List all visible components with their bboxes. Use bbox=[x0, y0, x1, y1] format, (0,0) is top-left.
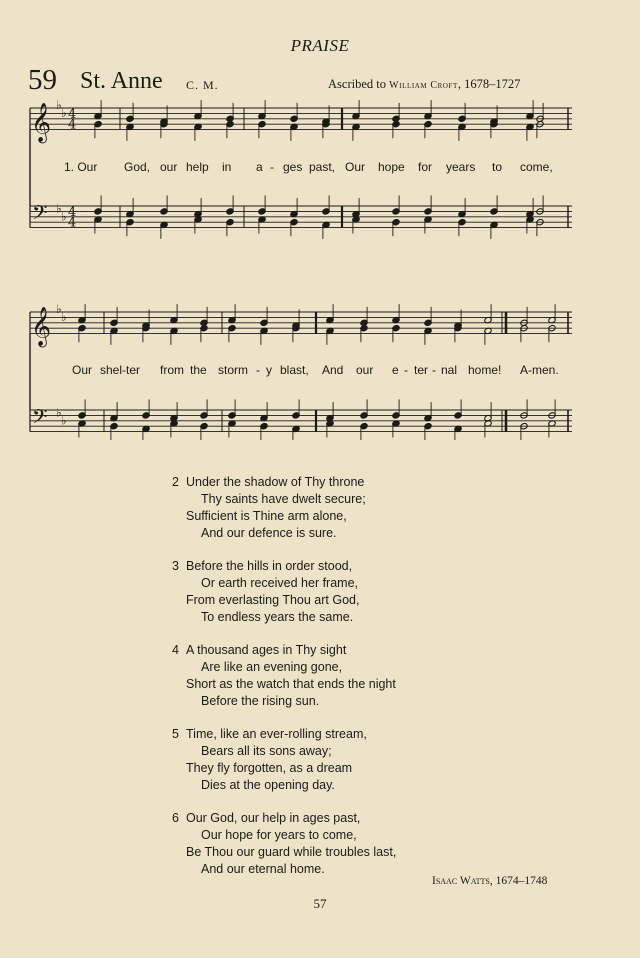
verse-line bbox=[172, 491, 472, 508]
verse-text: Our hope for years to come, bbox=[201, 828, 357, 842]
lyric-word: ter bbox=[414, 363, 429, 377]
lyric-word: hope bbox=[378, 160, 405, 174]
verse-text: And our defence is sure. bbox=[201, 526, 337, 540]
lyric-word: blast, bbox=[280, 363, 309, 377]
verse-number: 6 bbox=[172, 811, 179, 825]
verse-line bbox=[172, 525, 472, 542]
lyric-word: - bbox=[256, 363, 260, 377]
verse-text: To endless years the same. bbox=[201, 610, 354, 624]
lyric-word: help bbox=[186, 160, 209, 174]
lyric-word: 1. Our bbox=[64, 160, 98, 174]
hymn-number: 59 bbox=[28, 64, 57, 96]
lyrics-system-1 bbox=[0, 160, 640, 176]
verse-line bbox=[172, 558, 472, 575]
verse-text: Sufficient is Thine arm alone, bbox=[186, 509, 347, 523]
tune-name: St. Anne bbox=[80, 68, 163, 94]
verse-number: 5 bbox=[172, 727, 179, 741]
bass-clef: 𝄢 bbox=[32, 201, 48, 230]
lyric-word: - bbox=[404, 363, 408, 377]
lyric-word: in bbox=[222, 160, 232, 174]
verse-text: Short as the watch that ends the night bbox=[186, 677, 396, 691]
flat-sign: ♭ bbox=[56, 405, 62, 420]
verse-text: A thousand ages in Thy sight bbox=[186, 643, 347, 657]
lyric-word: - bbox=[432, 363, 436, 377]
verse-line bbox=[172, 760, 472, 777]
meter: C. M. bbox=[186, 78, 219, 92]
author-dates: , 1674–1748 bbox=[489, 875, 548, 887]
verse-line bbox=[172, 810, 472, 827]
time-signature: 4 bbox=[68, 106, 77, 122]
flat-sign: ♭ bbox=[56, 302, 62, 317]
lyric-word: our bbox=[160, 160, 178, 174]
section-title: PRAISE bbox=[290, 36, 350, 55]
verse-text: Dies at the opening day. bbox=[201, 778, 335, 792]
lyric-word: the bbox=[190, 363, 207, 377]
verse-4 bbox=[172, 642, 472, 710]
verse-line bbox=[172, 777, 472, 794]
verse-line bbox=[172, 827, 472, 844]
flat-sign: ♭ bbox=[61, 413, 67, 428]
author-credit bbox=[432, 875, 547, 887]
verse-line bbox=[172, 659, 472, 676]
lyrics-system-2 bbox=[0, 363, 640, 379]
lyric-word: nal bbox=[441, 363, 458, 377]
composer-dates: , 1678–1727 bbox=[457, 77, 521, 91]
verse-number: 4 bbox=[172, 643, 179, 657]
flat-sign: ♭ bbox=[61, 310, 67, 325]
verses bbox=[172, 474, 472, 894]
verse-line bbox=[172, 844, 472, 861]
verse-line bbox=[172, 676, 472, 693]
composer-name: William Croft bbox=[389, 80, 458, 91]
composer-prefix: Ascribed to bbox=[328, 77, 390, 91]
lyric-word: come, bbox=[520, 160, 553, 174]
verse-line bbox=[172, 743, 472, 760]
verse-line bbox=[172, 693, 472, 710]
lyric-word: for bbox=[418, 160, 433, 174]
time-signature: 4 bbox=[68, 204, 77, 220]
verse-text: Before the hills in order stood, bbox=[186, 559, 353, 573]
verse-line bbox=[172, 609, 472, 626]
verse-line bbox=[172, 508, 472, 525]
verse-number: 2 bbox=[172, 475, 179, 489]
page-number: 57 bbox=[313, 896, 327, 911]
lyric-word: - bbox=[270, 160, 274, 174]
flat-sign: ♭ bbox=[61, 209, 67, 224]
author-name: Isaac Watts bbox=[432, 875, 490, 887]
verse-6 bbox=[172, 810, 472, 878]
verse-line bbox=[172, 726, 472, 743]
lyric-word: past, bbox=[309, 160, 336, 174]
verse-text: Be Thou our guard while troubles last, bbox=[186, 845, 397, 859]
lyric-word: A-men. bbox=[520, 363, 559, 377]
verse-text: Thy saints have dwelt secure; bbox=[201, 492, 366, 506]
time-signature: 4 bbox=[68, 117, 77, 133]
verse-5 bbox=[172, 726, 472, 794]
verse-line bbox=[172, 642, 472, 659]
verse-text: And our eternal home. bbox=[201, 862, 325, 876]
lyric-word: our bbox=[356, 363, 374, 377]
verse-text: Under the shadow of Thy throne bbox=[186, 475, 365, 489]
lyric-word: to bbox=[492, 160, 503, 174]
verse-text: Bears all its sons away; bbox=[201, 744, 332, 758]
flat-sign: ♭ bbox=[56, 201, 62, 216]
treble-clef: 𝄞 bbox=[31, 102, 52, 143]
lyric-word: y bbox=[266, 363, 272, 377]
verse-2 bbox=[172, 474, 472, 542]
lyric-word: e bbox=[392, 363, 399, 377]
verse-line bbox=[172, 861, 472, 878]
flat-sign: ♭ bbox=[61, 106, 67, 121]
lyric-word: shel-ter bbox=[100, 363, 141, 377]
lyric-word: home! bbox=[468, 363, 502, 377]
bass-clef: 𝄢 bbox=[32, 405, 48, 434]
verse-text: Are like an evening gone, bbox=[201, 660, 343, 674]
time-signature: 4 bbox=[68, 215, 77, 231]
lyric-word: years bbox=[446, 160, 476, 174]
lyric-word: from bbox=[160, 363, 184, 377]
verse-line bbox=[172, 474, 472, 491]
lyric-word: God, bbox=[124, 160, 151, 174]
lyric-word: a bbox=[256, 160, 263, 174]
lyric-word: ges bbox=[283, 160, 303, 174]
verse-text: From everlasting Thou art God, bbox=[186, 593, 360, 607]
lyric-word: storm bbox=[218, 363, 248, 377]
verse-3 bbox=[172, 558, 472, 626]
verse-text: Time, like an ever-rolling stream, bbox=[186, 727, 367, 741]
verse-number: 3 bbox=[172, 559, 179, 573]
flat-sign: ♭ bbox=[56, 98, 62, 113]
lyric-word: Our bbox=[72, 363, 93, 377]
verse-line bbox=[172, 592, 472, 609]
verse-text: Our God, our help in ages past, bbox=[186, 811, 361, 825]
lyric-word: And bbox=[322, 363, 344, 377]
verse-text: They fly forgotten, as a dream bbox=[186, 761, 353, 775]
verse-text: Or earth received her frame, bbox=[201, 576, 359, 590]
verse-text: Before the rising sun. bbox=[201, 694, 320, 708]
lyric-word: Our bbox=[345, 160, 366, 174]
verse-line bbox=[172, 575, 472, 592]
treble-clef: 𝄞 bbox=[31, 306, 52, 347]
